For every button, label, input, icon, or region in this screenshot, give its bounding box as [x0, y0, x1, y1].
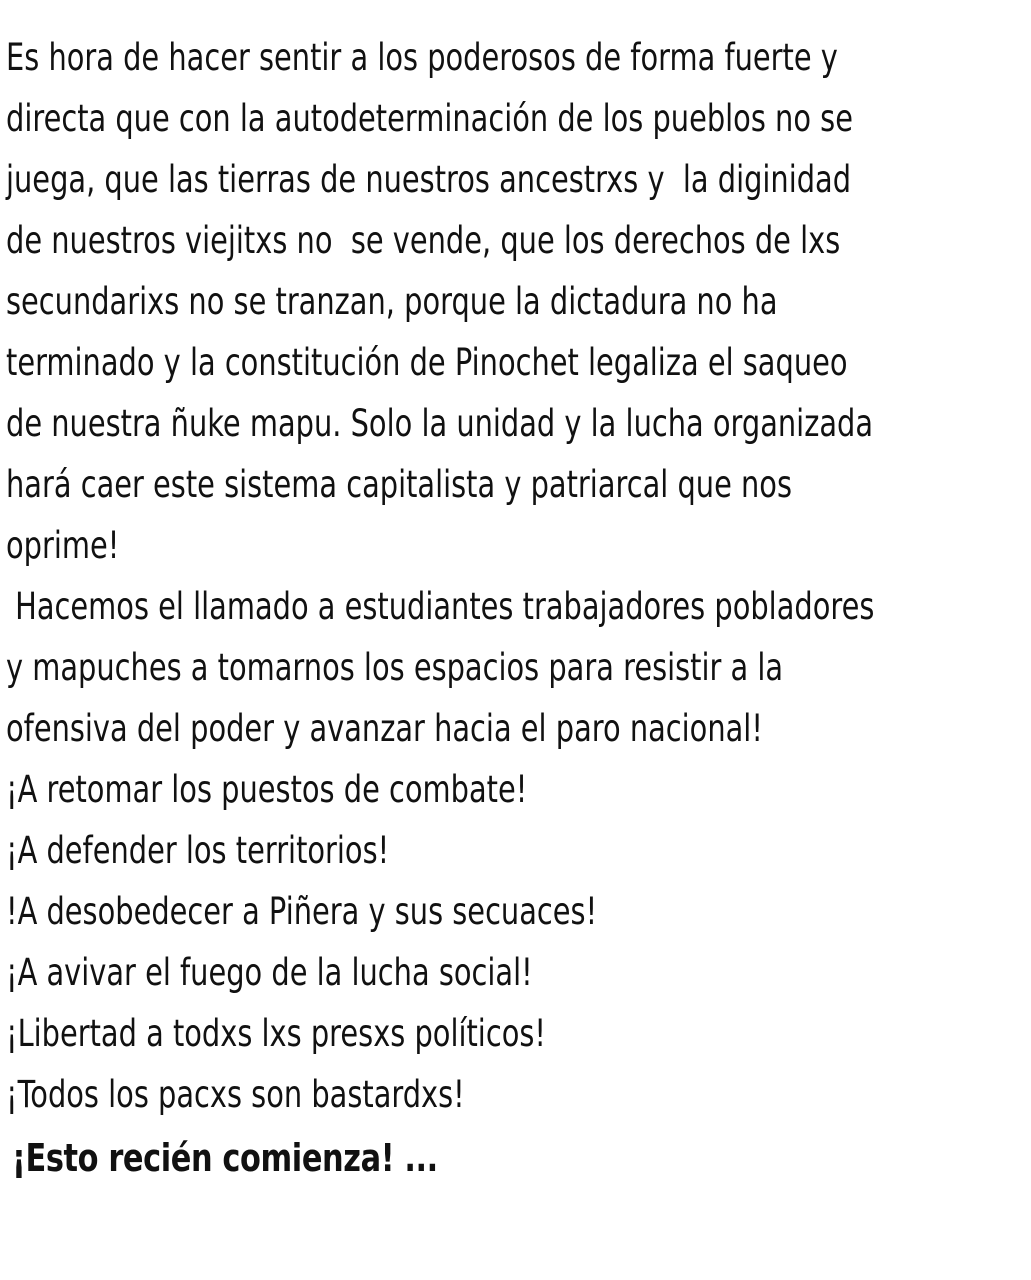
- text-line-7: de nuestra ñuke mapu. Solo la unidad y la lucha organizada: [6, 402, 874, 445]
- text-line-9: oprime!: [6, 524, 120, 567]
- text-line-5: secundarixs no se tranzan, porque la dictadura no ha: [6, 280, 778, 323]
- text-line-8: hará caer este sistema capitalista y patriarcal que nos: [6, 463, 793, 506]
- text-line-15: !A desobedecer a Piñera y sus secuaces!: [6, 890, 598, 933]
- text-line-16: ¡A avivar el fuego de la lucha social!: [6, 951, 533, 994]
- text-line-12: ofensiva del poder y avanzar hacia el paro nacional!: [6, 707, 763, 750]
- text-line-17: ¡Libertad a todxs lxs presxs políticos!: [6, 1012, 546, 1055]
- text-line-13: ¡A retomar los puestos de combate!: [6, 768, 528, 811]
- closing-line: ¡Esto recién comienza! ...: [12, 1136, 438, 1180]
- text-line-2: directa que con la autodeterminación de los pueblos no se: [6, 97, 853, 140]
- text-line-4: de nuestros viejitxs no se vende, que los derechos de lxs: [6, 219, 841, 262]
- text-line-18: ¡Todos los pacxs son bastardxs!: [6, 1073, 465, 1116]
- text-line-11: y mapuches a tomarnos los espacios para resistir a la: [6, 646, 784, 689]
- text-line-10: Hacemos el llamado a estudiantes trabajadores pobladores: [6, 585, 875, 628]
- text-line-14: ¡A defender los territorios!: [6, 829, 390, 872]
- text-line-1: Es hora de hacer sentir a los poderosos de forma fuerte y: [6, 36, 838, 79]
- text-line-3: juega, que las tierras de nuestros ancestrxs y la diginidad: [6, 158, 852, 201]
- text-line-6: terminado y la constitución de Pinochet legaliza el saqueo: [6, 341, 848, 384]
